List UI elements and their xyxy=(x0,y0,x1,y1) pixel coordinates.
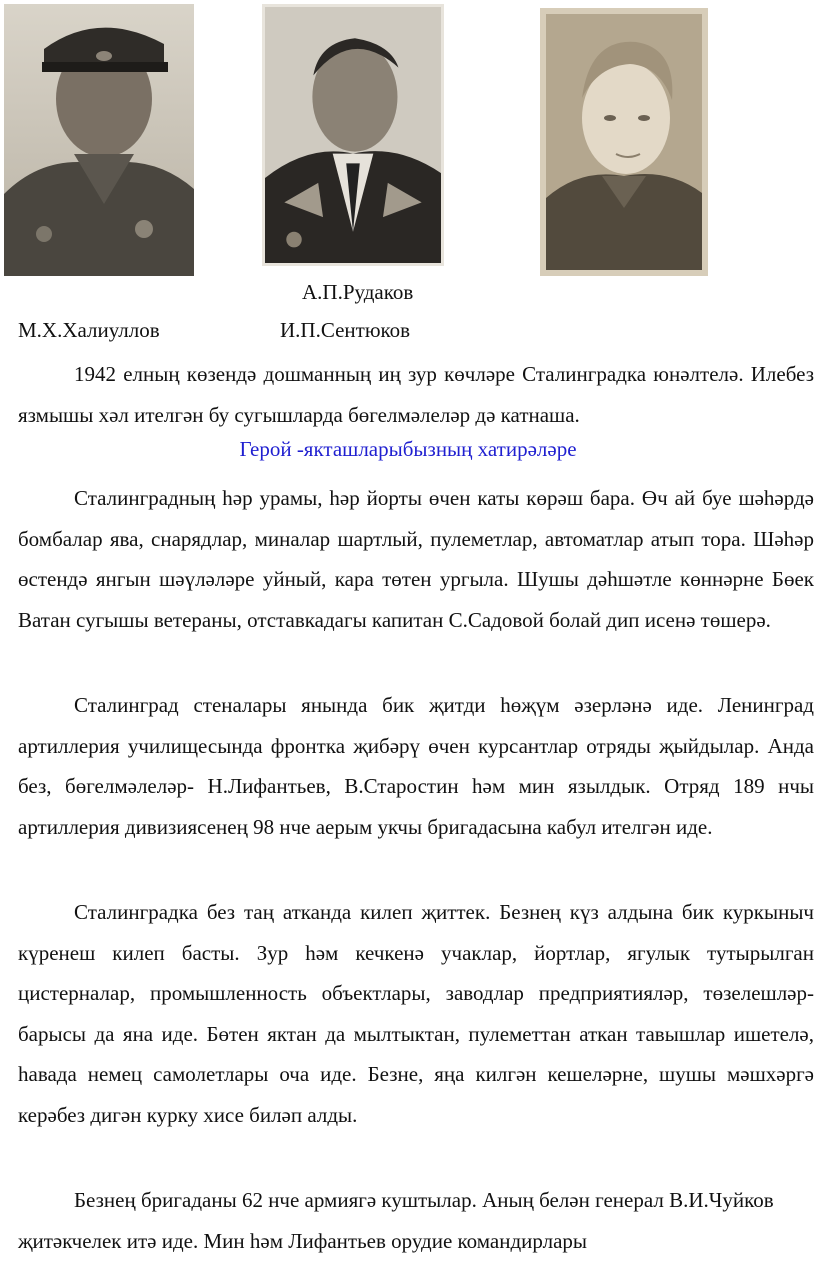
portrait-photo-rudakov xyxy=(262,4,444,266)
paragraph-recruitment: Сталинград стеналары янында бик җитди һөҗүм әзерләнә иде. Ленинград артиллерия училищесында фронтка җибәрү өчен курсантлар отряды җыйдылар. Анда без, бөгелмәлеләр- Н.Лифантьев, В.Старостин һәм мин язылдык. Отряд 189 нчы артиллерия дивизиясенең 98 нче аерым укчы бригадасына кабул ителгән иде. xyxy=(18,693,814,839)
portrait-photo-khaliullov xyxy=(4,4,194,276)
paragraph-intro: 1942 елның көзендә дошманның иң зур көчләре Сталинградка юнәлтелә. Илебез язмышы хәл ителгән бу сугышларда бөгелмәлеләр дә катнаша. xyxy=(18,362,814,427)
paragraph-battle: Сталинградның һәр урамы, һәр йорты өчен каты көрәш бара. Өч ай буе шәһәрдә бомбалар ява, снарядлар, миналар шартлый, пулеметлар, автоматлар атып тора. Шәһәр өстендә янгын шәүләләре уйный, кара төтен ургыла. Шушы дәһшәтле көннәрне Бөек Ватан сугышы ветераны, отставкадагы капитан С.Садовой болай дип исенә төшерә. xyxy=(18,486,814,632)
paragraph-army: Безнең бригаданы 62 нче армиягә куштылар. Аның белән генерал В.И.Чуйков җитәкчелек итә иде. Мин һәм Лифантьев орудие командирлары xyxy=(18,1188,774,1253)
photo-caption-rudakov: А.П.Рудаков xyxy=(302,280,414,304)
section-heading: Герой -якташларыбызның хатирәләре xyxy=(239,437,577,461)
paragraph-arrival: Сталинградка без таң атканда килеп җиттек. Безнең күз алдына бик куркыныч күренеш килеп басты. Зур һәм кечкенә учаклар, йортлар, ягулык тутырылган цистерналар, промышленность объектлары, заводлар предприятияләр, төзелешләр- барысы да яна иде. Бөтен яктан да мылтыктан, пулеметтан аткан тавышлар ишетелә, һавада немец самолетлары оча иде. Безне, яңа килгән кешеләрне, шушы мәшхәргә керәбез дигән курку хисе биләп алды. xyxy=(18,900,814,1127)
photo-caption-sentyukov: И.П.Сентюков xyxy=(280,318,411,342)
photo-caption-khaliullov: М.Х.Халиуллов xyxy=(18,318,160,342)
portrait-photo-sentyukov xyxy=(540,8,708,276)
